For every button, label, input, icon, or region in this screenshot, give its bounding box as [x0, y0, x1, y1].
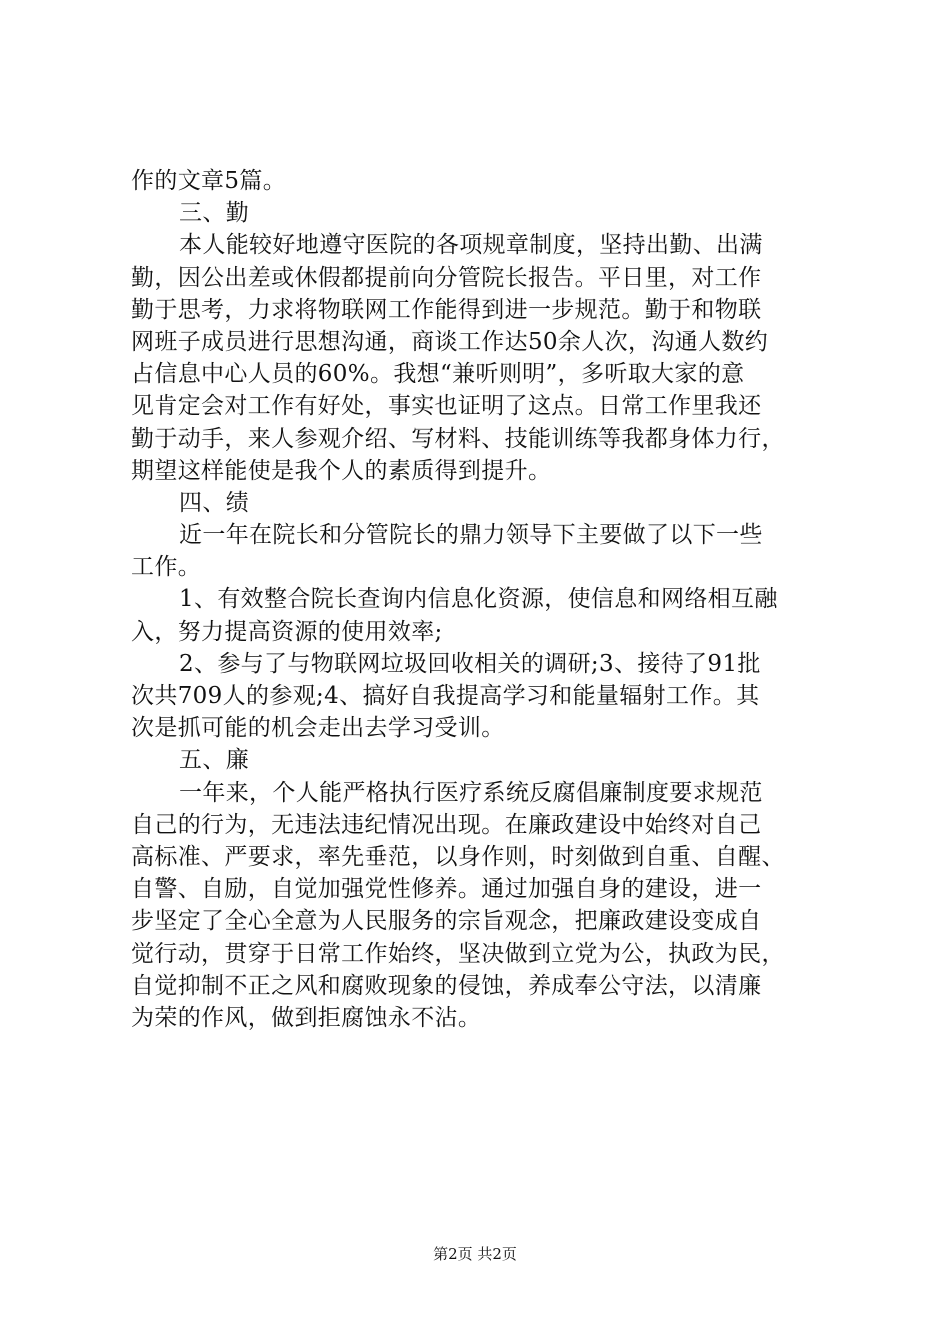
- page-footer: 第2页 共2页: [433, 1245, 517, 1263]
- text-line: 本人能较好地遵守医院的各项规章制度，坚持出勤、出满: [179, 232, 763, 259]
- text-line: 四、绩: [179, 489, 250, 516]
- text-line: 自警、自励，自觉加强党性修养。通过加强自身的建设，进一: [131, 876, 762, 903]
- text-line: 2、参与了与物联网垃圾回收相关的调研;3、接待了91批: [179, 650, 761, 677]
- text-line: 作的文章5篇。: [131, 168, 287, 194]
- text-line: 三、勤: [179, 200, 250, 227]
- text-line: 占信息中心人员的60%。我想“兼听则明”，多听取大家的意: [131, 361, 745, 388]
- document-body: [131, 165, 831, 1034]
- text-line: 自己的行为，无违法违纪情况出现。在廉政建设中始终对自己: [131, 811, 762, 838]
- text-line: 次共709人的参观;4、搞好自我提高学习和能量辐射工作。其: [131, 683, 760, 709]
- text-line: 步坚定了全心全意为人民服务的宗旨观念，把廉政建设变成自: [131, 908, 762, 935]
- text-line: 1、有效整合院长查询内信息化资源，使信息和网络相互融: [179, 586, 778, 613]
- text-line: 为荣的作风，做到拒腐蚀永不沾。: [131, 1004, 482, 1031]
- text-line: 见肯定会对工作有好处，事实也证明了这点。日常工作里我还: [131, 393, 762, 420]
- text-line: 勤，因公出差或休假都提前向分管院长报告。平日里，对工作: [131, 264, 762, 291]
- text-line: 五、廉: [179, 747, 250, 774]
- text-line: 高标准、严要求，率先垂范，以身作则，时刻做到自重、自醒、: [131, 843, 785, 870]
- text-line: 工作。: [131, 554, 202, 581]
- text-line: 近一年在院长和分管院长的鼎力领导下主要做了以下一些: [179, 522, 763, 549]
- text-line: 期望这样能使是我个人的素质得到提升。: [131, 457, 552, 484]
- text-line: 网班子成员进行思想沟通，商谈工作达50余人次，沟通人数约: [131, 328, 769, 355]
- text-line: 勤于思考，力求将物联网工作能得到进一步规范。勤于和物联: [131, 296, 762, 323]
- text-line: 入，努力提高资源的使用效率;: [131, 618, 443, 645]
- text-line: 自觉抑制不正之风和腐败现象的侵蚀，养成奉公守法，以清廉: [131, 972, 762, 999]
- text-line: 一年来，个人能严格执行医疗系统反腐倡廉制度要求规范: [179, 779, 763, 806]
- text-line: 觉行动，贯穿于日常工作始终，坚决做到立党为公，执政为民，: [131, 940, 785, 967]
- text-line: 勤于动手，来人参观介绍、写材料、技能训练等我都身体力行，: [131, 425, 785, 452]
- text-line: 次是抓可能的机会走出去学习受训。: [131, 715, 505, 742]
